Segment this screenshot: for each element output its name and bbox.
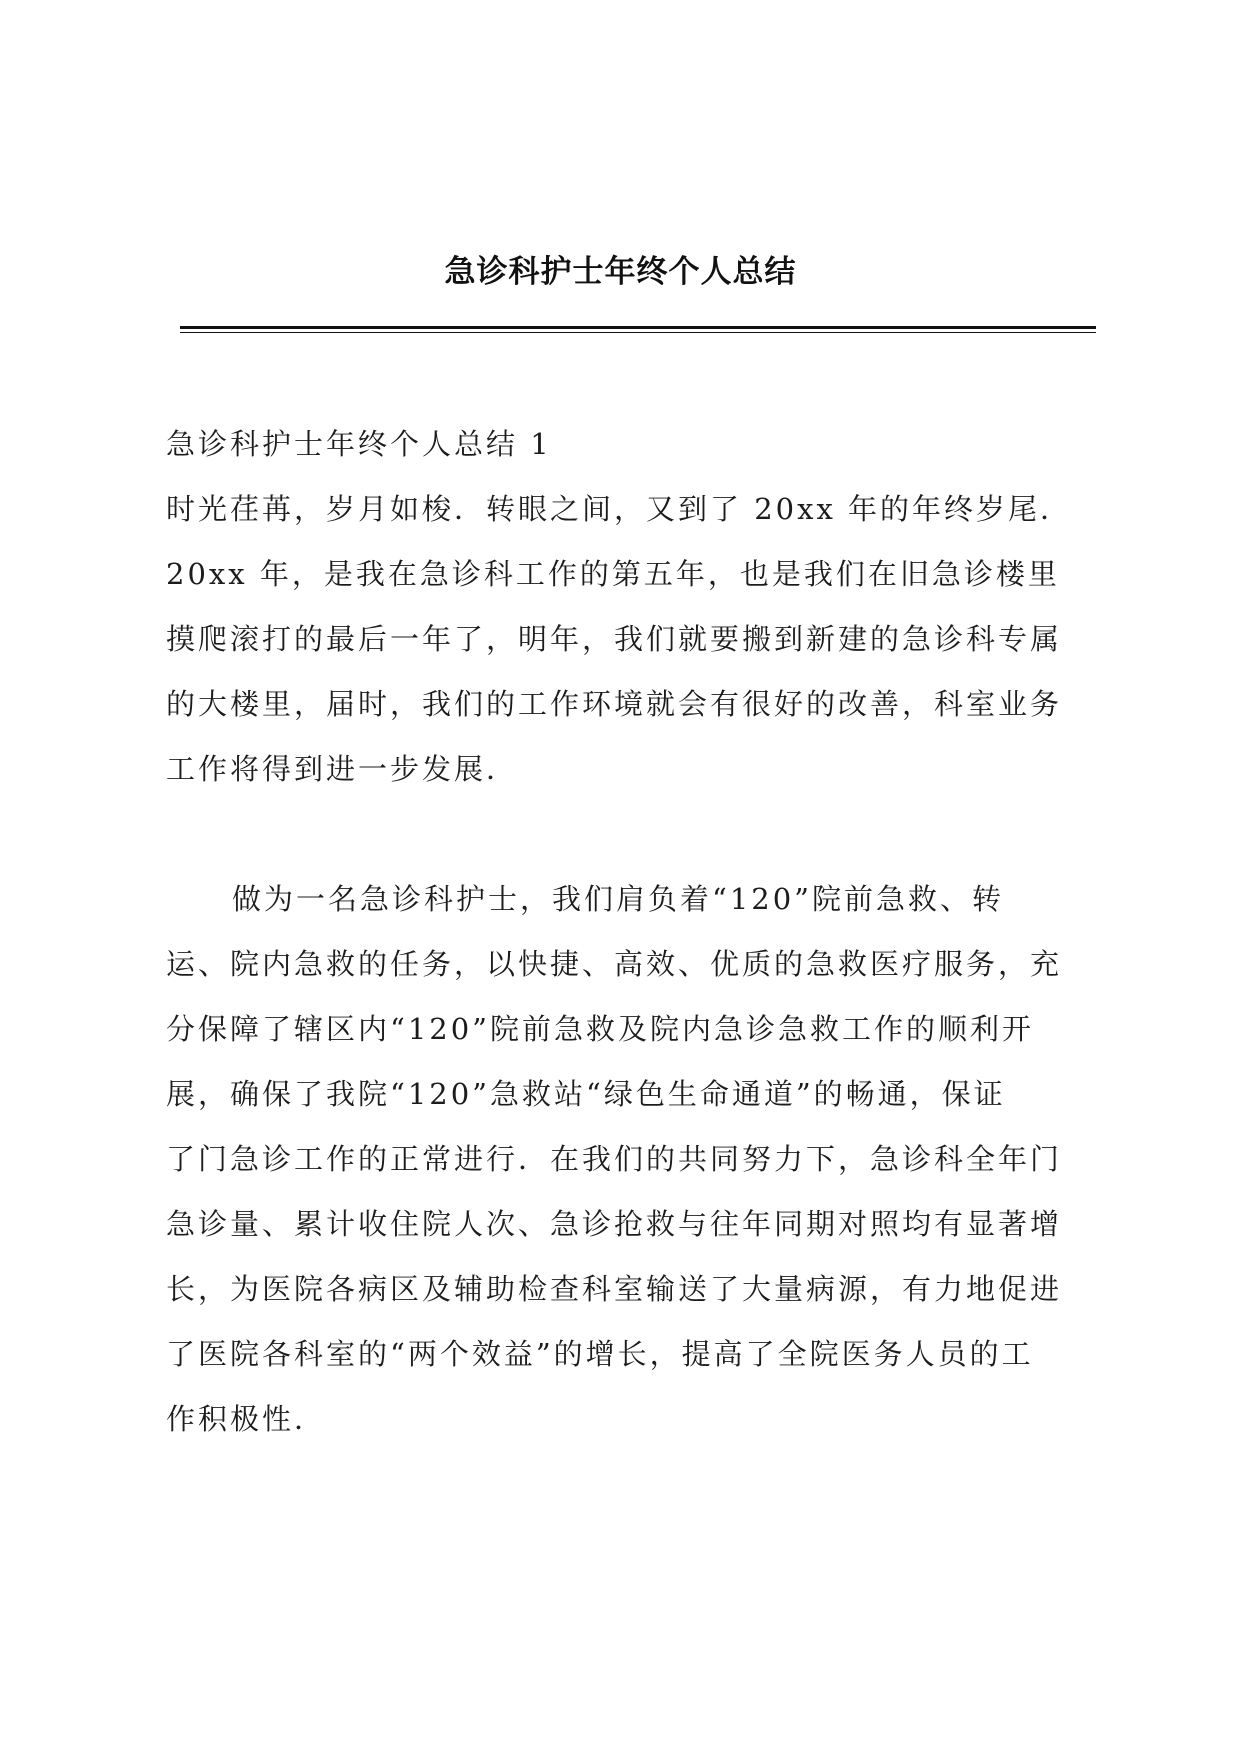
paragraph-line: 分保障了辖区内“120”院前急救及院内急诊急救工作的顺利开 bbox=[166, 1012, 1035, 1046]
paragraph-line: 时光荏苒，岁月如梭．转眼之间，又到了 20xx 年的年终岁尾． bbox=[166, 492, 1073, 526]
paragraph-line: 20xx 年，是我在急诊科工作的第五年，也是我们在旧急诊楼里 bbox=[166, 557, 1060, 591]
title-divider-thin bbox=[180, 332, 1096, 333]
paragraph-line: 了门急诊工作的正常进行．在我们的共同努力下，急诊科全年门 bbox=[166, 1142, 1063, 1176]
paragraph-line: 工作将得到进一步发展． bbox=[166, 752, 519, 786]
paragraph-2 bbox=[166, 867, 1096, 1452]
paragraph-line: 运、院内急救的任务，以快捷、高效、优质的急救医疗服务，充 bbox=[166, 947, 1063, 981]
paragraph-line: 长，为医院各病区及辅助检查科室输送了大量病源，有力地促进 bbox=[166, 1272, 1063, 1306]
paragraph-line: 急诊量、累计收住院人次、急诊抢救与往年同期对照均有显著增 bbox=[166, 1207, 1063, 1241]
paragraph-line: 展，确保了我院“120”急救站“绿色生命通道”的畅通，保证 bbox=[166, 1077, 1006, 1111]
paragraph-line: 摸爬滚打的最后一年了，明年，我们就要搬到新建的急诊科专属 bbox=[166, 622, 1063, 656]
paragraph-line: 了医院各科室的“两个效益”的增长，提高了全院医务人员的工 bbox=[166, 1337, 1034, 1371]
paragraph-1 bbox=[166, 477, 1096, 802]
paragraph-line: 的大楼里，届时，我们的工作环境就会有很好的改善，科室业务 bbox=[166, 687, 1063, 721]
document-title: 急诊科护士年终个人总结 bbox=[444, 254, 797, 290]
title-divider-thick bbox=[180, 326, 1096, 329]
section-heading: 急诊科护士年终个人总结 1 bbox=[166, 427, 552, 461]
paragraph-line: 做为一名急诊科护士，我们肩负着“120”院前急救、转 bbox=[232, 882, 1005, 916]
paragraph-line: 作积极性． bbox=[166, 1402, 327, 1436]
